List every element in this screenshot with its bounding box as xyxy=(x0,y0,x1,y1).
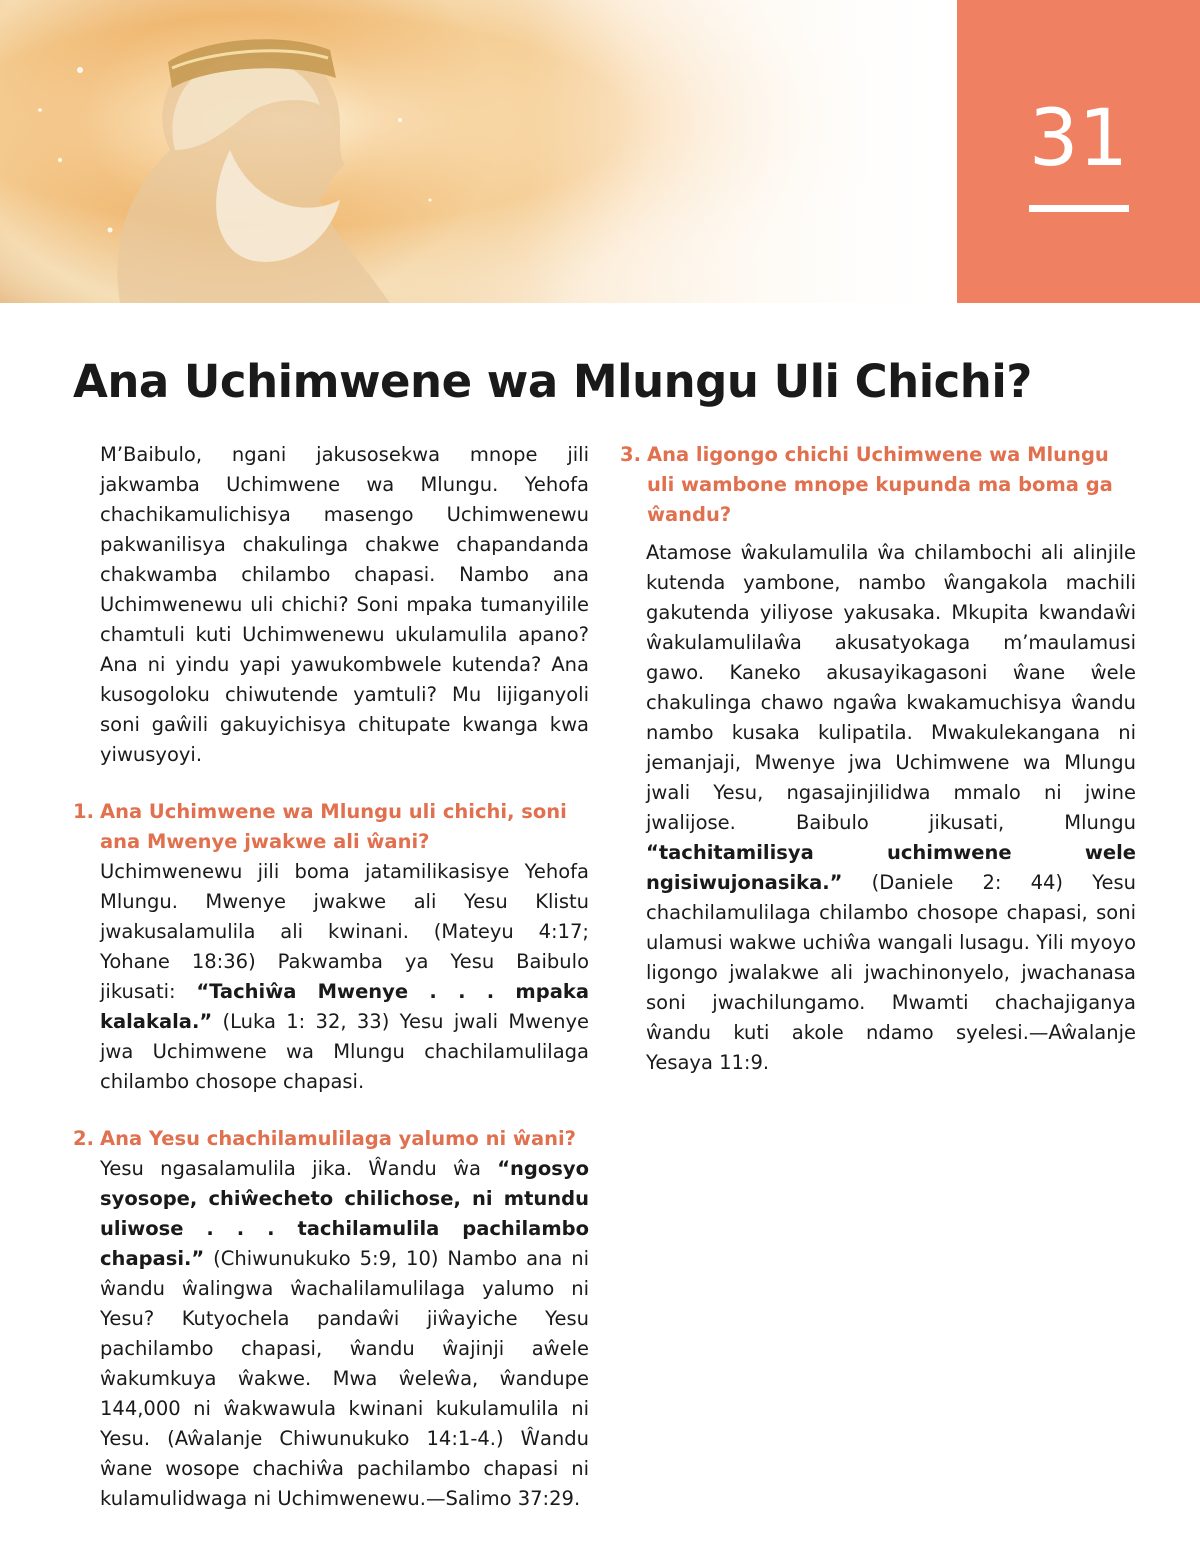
page-title: Ana Uchimwene wa Mlungu Uli Chichi? xyxy=(73,355,1032,408)
left-column xyxy=(73,440,589,1514)
hero-image xyxy=(0,0,957,303)
section-1-question: Ana Uchimwene wa Mlungu uli chichi, soni ana Mwenye jwakwe ali ŵani? xyxy=(100,800,567,853)
section-3-paragraph: Atamose ŵakulamulila ŵa chilambochi ali alinjile kutenda yambone, nambo ŵangakola machili gakutenda yiliyose yakusaka. Mkupita kwandaŵi ŵakulamulilaŵa akusatyokaga m’maulamusi gawo. Kaneko akusayikagasoni ŵane ŵele chakulinga chawo ngaŵa kwakamuchisya ŵandu nambo kusaka kulipatila. Mwakulekangana ni jemanjaji, Mwenye jwa Uchimwene wa Mlungu jwali Yesu, ngasajinjilidwa mmalo ni jwine jwalijose. Baibulo jikusati, Mlungu “tachitamilisya uchimwene wele ngisiwujonasika.” (Daniele 2: 44) Yesu chachilamulilaga chilambo chosope chapasi, soni ulamusi wakwe uchiŵa wangali lusagu. Yili myoyo ligongo jwalakwe ali jwachinonyelo, jwachanasa soni jwachilungamo. Mwamti chachajiganya ŵandu kuti akole ndamo syelesi.—Aŵalanje Yesaya 11:9. xyxy=(646,541,1136,1074)
section-3-quote: “tachitamilisya uchimwene wele ngisiwujonasika.” xyxy=(646,841,1136,894)
right-column xyxy=(620,440,1136,1078)
section-2-quote: “ngosyo syosope, chiŵecheto chilichose, ni mtundu uliwose . . . tachilamulila pachilambo chapasi.” xyxy=(100,1157,589,1270)
section-2-number: 2. xyxy=(73,1127,94,1150)
section-3-question: Ana ligongo chichi Uchimwene wa Mlungu uli wambone mnope kupunda ma boma ga ŵandu? xyxy=(647,443,1113,526)
section-2-heading xyxy=(73,1124,589,1154)
section-2-paragraph: Yesu ngasalamulila jika. Ŵandu ŵa “ngosyo syosope, chiŵecheto chilichose, ni mtundu uliwose . . . tachilamulila pachilambo chapasi.” (Chiwunukuko 5:9, 10) Nambo ana ni ŵandu ŵalingwa ŵachalilamulilaga yalumo ni Yesu? Kutyochela pandaŵi jiŵayiche Yesu pachilambo chapasi, ŵandu ŵajinji aŵele ŵakumkuya ŵakwe. Mwa ŵeleŵa, ŵandupe 144,000 ni ŵakwawula kwinani kukulamulila ni Yesu. (Aŵalanje Chiwunukuko 14:1-4.) Ŵandu ŵane wosope chachiŵa pachilambo chapasi ni kulamulidwaga ni Uchimwenewu.—Salimo 37:29. xyxy=(100,1157,589,1510)
lesson-number-underline xyxy=(1029,205,1129,212)
intro-paragraph: M’Baibulo, ngani jakusosekwa mnope jili jakwamba Uchimwene wa Mlungu. Yehofa chachikamulichisya masengo Uchimwenewu pakwanilisya chakulinga chakwe chapandanda chakwamba chilambo chapasi. Nambo ana Uchimwenewu uli chichi? Soni mpaka tumanyilile chamtuli kuti Uchimwenewu ukulamulila apano? Ana ni yindu yapi yawukombwele kutenda? Ana kusogoloku chiwutende yamtuli? Mu lijiganyoli soni gaŵili gakuyichisya chitupate kwanga kwa yiwusyoyi. xyxy=(100,443,589,766)
lesson-number-box xyxy=(957,0,1200,303)
section-2-question: Ana Yesu chachilamulilaga yalumo ni ŵani? xyxy=(100,1127,576,1150)
king-illustration xyxy=(0,0,957,303)
section-1-heading xyxy=(73,797,589,857)
section-1-number: 1. xyxy=(73,800,94,823)
lesson-number: 31 xyxy=(1028,94,1129,184)
section-1-paragraph: Uchimwenewu jili boma jatamilikasisye Yehofa Mlungu. Mwenye jwakwe ali Yesu Klistu jwakusalamulila ali kwinani. (Mateyu 4:17; Yohane 18:36) Pakwamba ya Yesu Baibulo jikusati: “Tachiŵa Mwenye . . . mpaka kalakala.” (Luka 1: 32, 33) Yesu jwali Mwenye jwa Uchimwene wa Mlungu chachilamulilaga chilambo chosope chapasi. xyxy=(100,860,589,1093)
section-1-quote: “Tachiŵa Mwenye . . . mpaka kalakala.” xyxy=(100,980,589,1033)
section-3-number: 3. xyxy=(620,443,641,466)
section-3-heading xyxy=(620,440,1136,530)
